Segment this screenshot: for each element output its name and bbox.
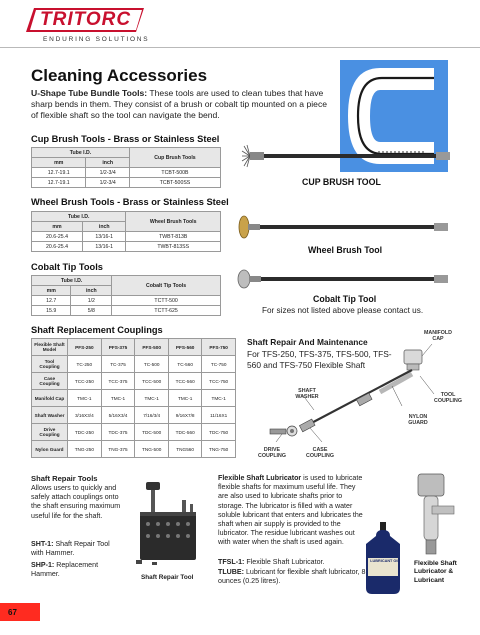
label-tool-coupling: TOOL COUPLING [434, 392, 462, 404]
brand-logo: TRITORC [40, 9, 132, 30]
sht1-label: SHT-1: [31, 540, 54, 548]
cell: TMC-1 [202, 390, 236, 407]
cell: TDC-250 [68, 424, 102, 441]
cell: TC-250 [68, 356, 102, 373]
cell: TMC-1 [68, 390, 102, 407]
cell: 5/16X3/4 [101, 407, 135, 424]
label-shaft-washer: SHAFT WASHER [295, 388, 319, 400]
row-header: Drive Coupling [32, 424, 68, 441]
repair-title: Shaft Repair And Maintenance [247, 337, 368, 347]
cell: TCC-500 [135, 373, 169, 390]
col-header: PFS-560 [169, 339, 202, 356]
tfsl-label: TFSL-1: [218, 558, 245, 566]
row-header: Tool Coupling [32, 356, 68, 373]
cobalt-tip-header-mm: mm [32, 286, 71, 296]
cell: 20.6-25.4 [32, 242, 83, 252]
cell: TMC-1 [169, 390, 202, 407]
wheel-brush-header-tube-id: Tube I.D. [32, 212, 126, 222]
cell: TMC-1 [135, 390, 169, 407]
cobalt-tip-header-tube-id: Tube I.D. [32, 276, 112, 286]
repair-tool-caption: Shaft Repair Tool [141, 574, 194, 581]
cup-brush-header-mm: mm [32, 158, 86, 168]
lubricator-paragraph [218, 474, 366, 548]
wheel-brush-header-inch: inch [83, 222, 126, 232]
cell: 20.6-25.4 [32, 232, 83, 242]
cell: TC-375 [101, 356, 135, 373]
cell: TNG-750 [202, 441, 236, 458]
cell: TCTT-500 [112, 296, 221, 306]
lubricator-label: Flexible Shaft Lubricator [218, 474, 302, 482]
cobalt-tip-title: Cobalt Tip Tools [31, 262, 103, 272]
cell: TCC-250 [68, 373, 102, 390]
table-row [32, 178, 221, 188]
intro-text: These tools are used to clean tubes that have sharp bends in them. They consist of a brush or cobalt tip mounted on a piece of flexible shaft so the tool can navigate the bend. [31, 88, 328, 120]
intro-paragraph [31, 88, 336, 121]
row-header: Nylon Guard [32, 441, 68, 458]
cell: 15.9 [32, 306, 71, 316]
shaft-repair-tool-image [128, 476, 208, 568]
cell: 13/16-1 [83, 242, 126, 252]
lubricator-text: is used to lubricate flexible shafts for maximum useful life. They are also used to lubricate shafts prior to storage. The lubricator is filled with a water soluble lubricant that enters and lubricates the shaft when air supply is provided to the lubricator. The residue lubricant washes out with water when the shaft is used again. [218, 474, 363, 547]
repair-tools-text: Allows users to quickly and safely attach couplings onto the shaft ensuring maximum useful life for the shaft. [31, 484, 121, 520]
cell: TNG560 [169, 441, 202, 458]
table-row [32, 390, 236, 407]
brand-tagline: ENDURING SOLUTIONS [43, 36, 150, 43]
table-row [32, 424, 236, 441]
cell: TDC-560 [169, 424, 202, 441]
label-case-coupling: CASE COUPLING [306, 447, 334, 459]
cobalt-tip-tool-image [236, 268, 452, 290]
cell: 5/8 [71, 306, 112, 316]
col-header: Flexible Shaft Model [32, 339, 68, 356]
repair-tools-title: Shaft Repair Tools [31, 474, 98, 483]
cell: TWBT-813B [126, 232, 221, 242]
cell: 1/2-3/4 [86, 178, 130, 188]
label-nylon-guard: NYLON GUARD [408, 414, 428, 426]
cobalt-tip-table [31, 275, 221, 316]
table-row [32, 356, 236, 373]
cell: TDC-375 [101, 424, 135, 441]
table-row [32, 232, 221, 242]
cell: 12.7-19.1 [32, 168, 86, 178]
table-row [32, 441, 236, 458]
cobalt-tip-header-inch: inch [71, 286, 112, 296]
cell: 9/16X7/8 [169, 407, 202, 424]
cell: TC-560 [169, 356, 202, 373]
cell: 12.7 [32, 296, 71, 306]
tlube-label: TLUBE: [218, 568, 245, 576]
col-header: PFS-250 [68, 339, 102, 356]
table-row [32, 168, 221, 178]
cell: TNG-500 [135, 441, 169, 458]
cobalt-tip-caption: Cobalt Tip Tool [313, 294, 377, 304]
cup-brush-header-tool: Cup Brush Tools [129, 148, 220, 168]
cell: TDC-750 [202, 424, 236, 441]
cell: TCC-560 [169, 373, 202, 390]
wheel-brush-title: Wheel Brush Tools - Brass or Stainless Steel [31, 197, 229, 207]
label-manifold-cap: MANIFOLD CAP [424, 330, 452, 342]
cell: TNG-250 [68, 441, 102, 458]
cell: TNG-375 [101, 441, 135, 458]
col-header: PFS-750 [202, 339, 236, 356]
cell: 13/16-1 [83, 232, 126, 242]
row-header: Case Coupling [32, 373, 68, 390]
contact-note: For sizes not listed above please contact us. [262, 306, 424, 315]
page-number: 67 [0, 603, 40, 621]
table-row [32, 407, 236, 424]
row-header: Shaft Washer [32, 407, 68, 424]
header-divider [0, 47, 480, 48]
table-row [32, 373, 236, 390]
sht1-text: Shaft Repair Tool with Hammer. [31, 540, 110, 558]
shp1-text: Replacement Hammer. [31, 561, 99, 579]
cup-brush-table [31, 147, 221, 188]
bottle-label: LUBRICANT OIL [370, 559, 400, 563]
cell: 3/16X3/4 [68, 407, 102, 424]
sht1-item [31, 540, 121, 558]
page-title: Cleaning Accessories [31, 66, 208, 85]
wheel-brush-header-tool: Wheel Brush Tools [126, 212, 221, 232]
table-row [32, 306, 221, 316]
cell: TDC-500 [135, 424, 169, 441]
tlube-item [218, 568, 368, 586]
cobalt-tip-header-tool: Cobalt Tip Tools [112, 276, 221, 296]
cell: TMC-1 [101, 390, 135, 407]
cup-brush-header-inch: inch [86, 158, 130, 168]
cell: 7/16/3/4 [135, 407, 169, 424]
cell: TC-750 [202, 356, 236, 373]
tfsl-item [218, 558, 368, 567]
couplings-table [31, 338, 236, 458]
intro-label: U-Shape Tube Bundle Tools: [31, 88, 148, 98]
cell: TCC-750 [202, 373, 236, 390]
repair-text: For TFS-250, TFS-375, TFS-500, TFS-560 and TFS-750 Flexible Shaft [247, 349, 392, 370]
label-drive-coupling: DRIVE COUPLING [258, 447, 286, 459]
couplings-title: Shaft Replacement Couplings [31, 325, 163, 335]
col-header: PFS-375 [101, 339, 135, 356]
cup-brush-header-tube-id: Tube I.D. [32, 148, 130, 158]
cell: TCBT-500B [129, 168, 220, 178]
lubricator-caption: Flexible Shaft Lubricator & Lubricant [414, 560, 457, 584]
cup-brush-caption: CUP BRUSH TOOL [302, 177, 381, 187]
cell: TC-500 [135, 356, 169, 373]
tlube-text: Lubricant for flexible shaft lubricator, 8 ounces (0.25 litres). [218, 568, 366, 586]
cup-brush-title: Cup Brush Tools - Brass or Stainless Steel [31, 134, 220, 144]
shp1-item [31, 561, 121, 579]
cup-brush-tool-image [240, 142, 452, 170]
cell: TCC-375 [101, 373, 135, 390]
cell: 11/16X1 [202, 407, 236, 424]
cell: 1/2-3/4 [86, 168, 130, 178]
cell: TWBT-813SS [126, 242, 221, 252]
shp1-label: SHP-1: [31, 561, 55, 569]
wheel-brush-caption: Wheel Brush Tool [308, 245, 383, 255]
cell: TCTT-625 [112, 306, 221, 316]
col-header: PFS-500 [135, 339, 169, 356]
cell: TCBT-500SS [129, 178, 220, 188]
wheel-brush-tool-image [236, 215, 452, 239]
cell: 1/2 [71, 296, 112, 306]
cell: 12.7-19.1 [32, 178, 86, 188]
table-row [32, 296, 221, 306]
wheel-brush-header-mm: mm [32, 222, 83, 232]
wheel-brush-table [31, 211, 221, 252]
row-header: Manifold Cap [32, 390, 68, 407]
tfsl-text: Flexible Shaft Lubricator. [244, 558, 325, 566]
table-row [32, 242, 221, 252]
